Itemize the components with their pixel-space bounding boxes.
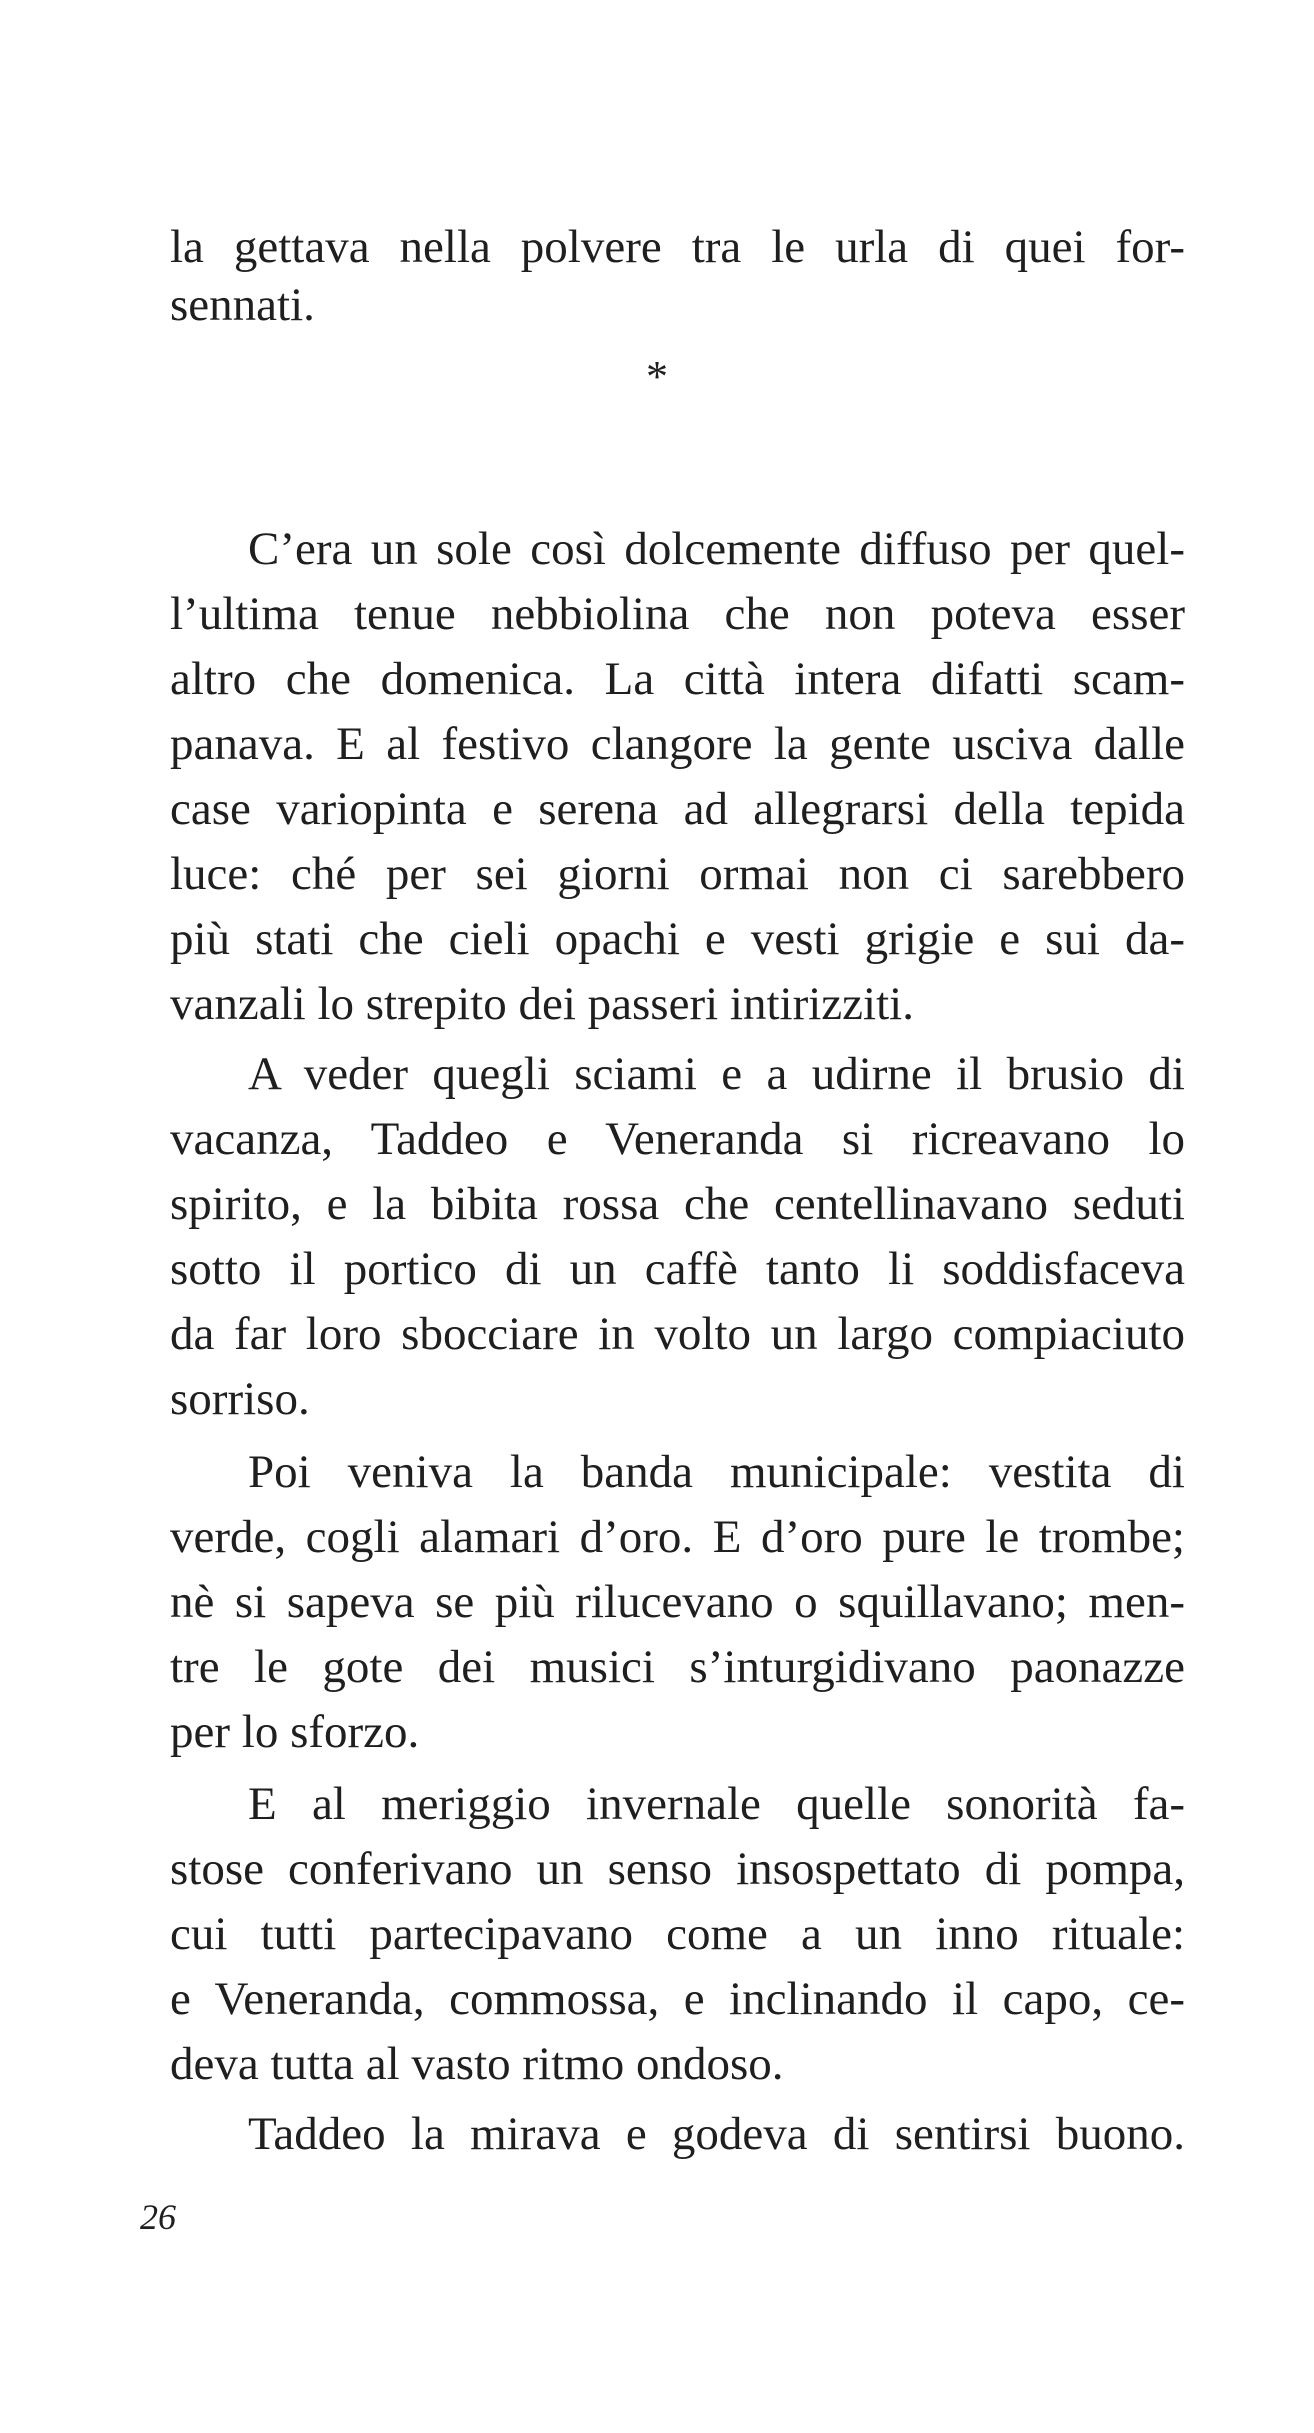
text-line: vacanza, Taddeo e Veneranda si ricreavano lo	[170, 1113, 1185, 1165]
text-line: luce: ché per sei giorni ormai non ci sarebbero	[170, 848, 1185, 900]
text-line: più stati che cieli opachi e vesti grigie e sui da-	[170, 913, 1185, 965]
text-line: da far loro sbocciare in volto un largo compiaciuto	[170, 1308, 1185, 1360]
text-line: la gettava nella polvere tra le urla di quei for-	[170, 221, 1185, 273]
text-line: deva tutta al vasto ritmo ondoso.	[170, 2038, 784, 2090]
text-line: l’ultima tenue nebbiolina che non poteva esser	[170, 588, 1185, 640]
text-line: sennati.	[170, 279, 315, 331]
text-line: A veder quegli sciami e a udirne il brusio di	[248, 1048, 1185, 1100]
text-line: E al meriggio invernale quelle sonorità fa-	[248, 1778, 1185, 1830]
text-line: tre le gote dei musici s’inturgidivano paonazze	[170, 1641, 1185, 1693]
text-line: altro che domenica. La città intera difatti scam-	[170, 653, 1185, 705]
text-line: Taddeo la mirava e godeva di sentirsi buono.	[248, 2108, 1185, 2160]
section-break-asterisk: *	[646, 352, 668, 401]
text-line: sorriso.	[170, 1373, 310, 1425]
text-line: sotto il portico di un caffè tanto li soddisfaceva	[170, 1243, 1185, 1295]
text-line: vanzali lo strepito dei passeri intirizziti.	[170, 978, 914, 1030]
text-line: e Veneranda, commossa, e inclinando il capo, ce-	[170, 1973, 1185, 2025]
text-line: Poi veniva la banda municipale: vestita di	[248, 1446, 1185, 1498]
text-line: cui tutti partecipavano come a un inno rituale:	[170, 1908, 1185, 1960]
text-line: per lo sforzo.	[170, 1706, 420, 1758]
text-line: panava. E al festivo clangore la gente usciva dalle	[170, 718, 1185, 770]
text-line: nè si sapeva se più rilucevano o squillavano; men-	[170, 1576, 1185, 1628]
text-line: stose conferivano un senso insospettato di pompa,	[170, 1843, 1185, 1895]
page-number: 26	[140, 2197, 176, 2237]
text-line: spirito, e la bibita rossa che centellinavano seduti	[170, 1178, 1185, 1230]
text-line: case variopinta e serena ad allegrarsi della tepida	[170, 783, 1185, 835]
text-line: C’era un sole così dolcemente diffuso per quel-	[248, 523, 1185, 575]
text-line: verde, cogli alamari d’oro. E d’oro pure le trombe;	[170, 1511, 1185, 1563]
